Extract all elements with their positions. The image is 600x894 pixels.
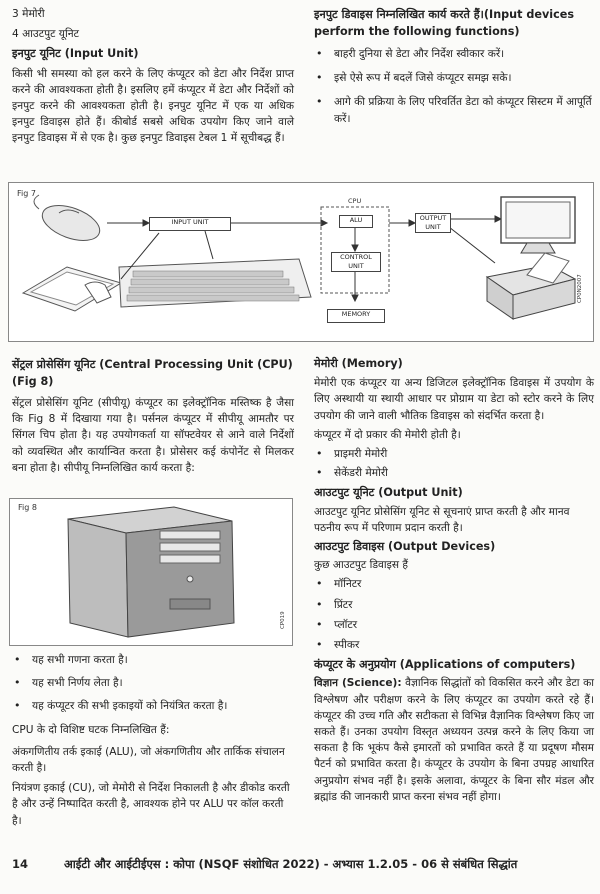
memory-types-intro: कंप्यूटर में दो प्रकार की मेमोरी होती है। bbox=[314, 428, 461, 441]
list-item: • सेकेंडरी मेमोरी bbox=[314, 465, 594, 481]
figure-8 bbox=[9, 498, 293, 646]
cpu-tower-icon bbox=[10, 499, 292, 645]
output-unit-heading: आउटपुट यूनिट (Output Unit) bbox=[314, 486, 463, 500]
cpu-text: सेंट्रल प्रोसेसिंग यूनिट (सीपीयू) कंप्यूटर का इलेक्ट्रॉनिक मस्तिष्क है जैसा कि Fig 8 में दिखाया गया है। पर्सनल कंप्यूटर में सीपीयू आमतौर पर सिंगल चिप होता है। यह उपयोगकर्ता या सॉफ्टवेयर से आने वाले निर्देशों को व्यवस्थित और कार्यान्वित करता है। प्रोसेसर कई कंपोनेंट से मिलकर बना होता है। सीपीयू निम्नलिखित कार्य करता है: bbox=[12, 397, 294, 474]
memory-types-list bbox=[314, 446, 594, 481]
list-item: • स्पीकर bbox=[314, 637, 594, 653]
cpu-label: CPU bbox=[348, 197, 362, 205]
list-item: • यह कंप्यूटर की सभी इकाइयों को नियंत्रित करता है। bbox=[12, 698, 294, 714]
list-item: • यह सभी गणना करता है। bbox=[12, 652, 294, 668]
mouse-icon bbox=[34, 195, 104, 247]
list-item: • आगे की प्रक्रिया के लिए परिवर्तित डेटा को कंप्यूटर सिस्टम में आपूर्ति करें। bbox=[314, 94, 594, 126]
list-item-memory: 3 मेमोरी bbox=[12, 8, 45, 20]
list-item: • बाहरी दुनिया से डेटा और निर्देश स्वीकार करें। bbox=[314, 46, 594, 62]
fig7-label: Fig 7 bbox=[17, 189, 36, 198]
science-label: विज्ञान (Science): bbox=[314, 677, 402, 690]
input-functions-heading: इनपुट डिवाइस निम्नलिखित कार्य करते हैं।(Input devices perform the following functions) bbox=[314, 8, 574, 38]
figure-7 bbox=[8, 182, 594, 342]
right-top-section bbox=[314, 6, 594, 131]
output-unit-box: OUTPUT UNIT bbox=[415, 213, 451, 233]
fig8-code: CP019 bbox=[280, 611, 286, 629]
monitor-icon bbox=[501, 197, 575, 253]
output-devices-list bbox=[314, 576, 594, 653]
cpu-functions bbox=[12, 650, 294, 832]
keyboard-icon bbox=[119, 259, 311, 307]
memory-heading: मेमोरी (Memory) bbox=[314, 357, 403, 370]
printer-icon bbox=[487, 253, 575, 319]
output-devices-intro: कुछ आउटपुट डिवाइस हैं bbox=[314, 559, 409, 572]
list-item: • प्राइमरी मेमोरी bbox=[314, 446, 594, 462]
page-number: 14 bbox=[12, 857, 29, 871]
fig7-code: CP0N2007 bbox=[577, 274, 583, 303]
alu-text: अंकगणितीय तर्क इकाई (ALU), जो अंकगणितीय और तार्किक संचालन करती है। bbox=[12, 745, 285, 775]
footer-title: आईटी और आईटीईएस : कोपा (NSQF संशोधित 2022) - अभ्यास 1.2.05 - 06 से संबंधित सिद्धांत bbox=[64, 857, 518, 871]
input-unit-box: INPUT UNIT bbox=[149, 217, 231, 231]
list-item: • प्रिंटर bbox=[314, 597, 594, 613]
left-top-section bbox=[12, 6, 294, 150]
output-unit-text: आउटपुट यूनिट प्रोसेसिंग यूनिट से सूचनाएं प्राप्त करती है और मानव पठनीय रूप में परिणाम प्रदान करती है। bbox=[314, 505, 570, 534]
science-paragraph bbox=[314, 675, 594, 805]
alu-box: ALU bbox=[339, 215, 373, 228]
input-functions-list bbox=[314, 46, 594, 127]
fig7-diagram bbox=[9, 183, 593, 341]
output-devices-heading: आउटपुट डिवाइस (Output Devices) bbox=[314, 540, 496, 554]
list-item: • इसे ऐसे रूप में बदलें जिसे कंप्यूटर समझ सके। bbox=[314, 70, 594, 86]
cpu-parts-intro: CPU के दो विशिष्ट घटक निम्नलिखित हैं: bbox=[12, 723, 170, 736]
memory-text: मेमोरी एक कंप्यूटर या अन्य डिजिटल इलेक्ट्रॉनिक डिवाइस में उपयोग के लिए अस्थायी या स्थायी आधार पर प्रोग्राम या डेटा को स्टोर करने के लिए उपयोग की जाने वाली भौतिक डिवाइस को संदर्भित करता है। bbox=[314, 377, 594, 422]
cpu-section bbox=[12, 356, 294, 479]
list-item-output-unit: 4 आउटपुट यूनिट bbox=[12, 28, 79, 41]
fig8-label: Fig 8 bbox=[18, 503, 37, 512]
list-item: • यह सभी निर्णय लेता है। bbox=[12, 675, 294, 691]
right-bottom-section bbox=[314, 356, 594, 808]
cu-text: नियंत्रण इकाई (CU), जो मेमोरी से निर्देश निकालती है और डीकोड करती है और उन्हें निष्पादित करती है, आवश्यक होने पर ALU पर कॉल करती है। bbox=[12, 782, 290, 827]
list-item: • प्लॉटर bbox=[314, 617, 594, 633]
input-unit-heading: इनपुट यूनिट (Input Unit) bbox=[12, 47, 139, 61]
memory-box: MEMORY bbox=[327, 309, 385, 323]
tablet-icon bbox=[23, 267, 121, 311]
science-text: वैज्ञानिक सिद्धांतों को विकसित करने और डेटा का विश्लेषण और परीक्षण करने के लिए कंप्यूटर का उपयोग करते रहे हैं। कंप्यूटर की उच्च गति और सटीकता से विभिन्न वैज्ञानिक विश्लेषण किए जा सकते हैं। उनका उपयोग विस्तृत अध्ययन उत्पन्न करने के लिए किया जा सकता है कि भूकंप कैसे इमारतों को प्रभावित करते हैं या प्रदूषण मौसम पैटर्न को प्रभावित करता है। कंप्यूटर के उपयोग के बिना उपग्रह आधारित अनुप्रयोग संभव नहीं है। इसके अलावा, कंप्यूटर के बिना सौर मंडल और ब्रह्मांड की जानकारी प्राप्त करना संभव नहीं होगा। bbox=[314, 677, 594, 803]
input-unit-text: किसी भी समस्या को हल करने के लिए कंप्यूटर को डेटा और निर्देश प्राप्त करने की आवश्यकता होती है। इसलिए हमें कंप्यूटर में डेटा और निर्देशों को इनपुट करने की आवश्यकता होती है। इनपुट यूनिट में एक या अधिक इनपुट डिवाइस होते हैं। कीबोर्ड सबसे अधिक उपयोग किए जाने वाले इनपुट डिवाइस में से एक है। कुछ इनपुट डिवाइस टेबल 1 में सूचीबद्ध हैं। bbox=[12, 67, 294, 145]
list-item: • मॉनिटर bbox=[314, 576, 594, 592]
cpu-heading: सेंट्रल प्रोसेसिंग यूनिट (Central Processing Unit (CPU) (Fig 8) bbox=[12, 358, 293, 388]
applications-heading: कंप्यूटर के अनुप्रयोग (Applications of computers) bbox=[314, 658, 576, 672]
control-unit-box: CONTROL UNIT bbox=[331, 252, 381, 272]
cpu-functions-list bbox=[12, 652, 294, 715]
